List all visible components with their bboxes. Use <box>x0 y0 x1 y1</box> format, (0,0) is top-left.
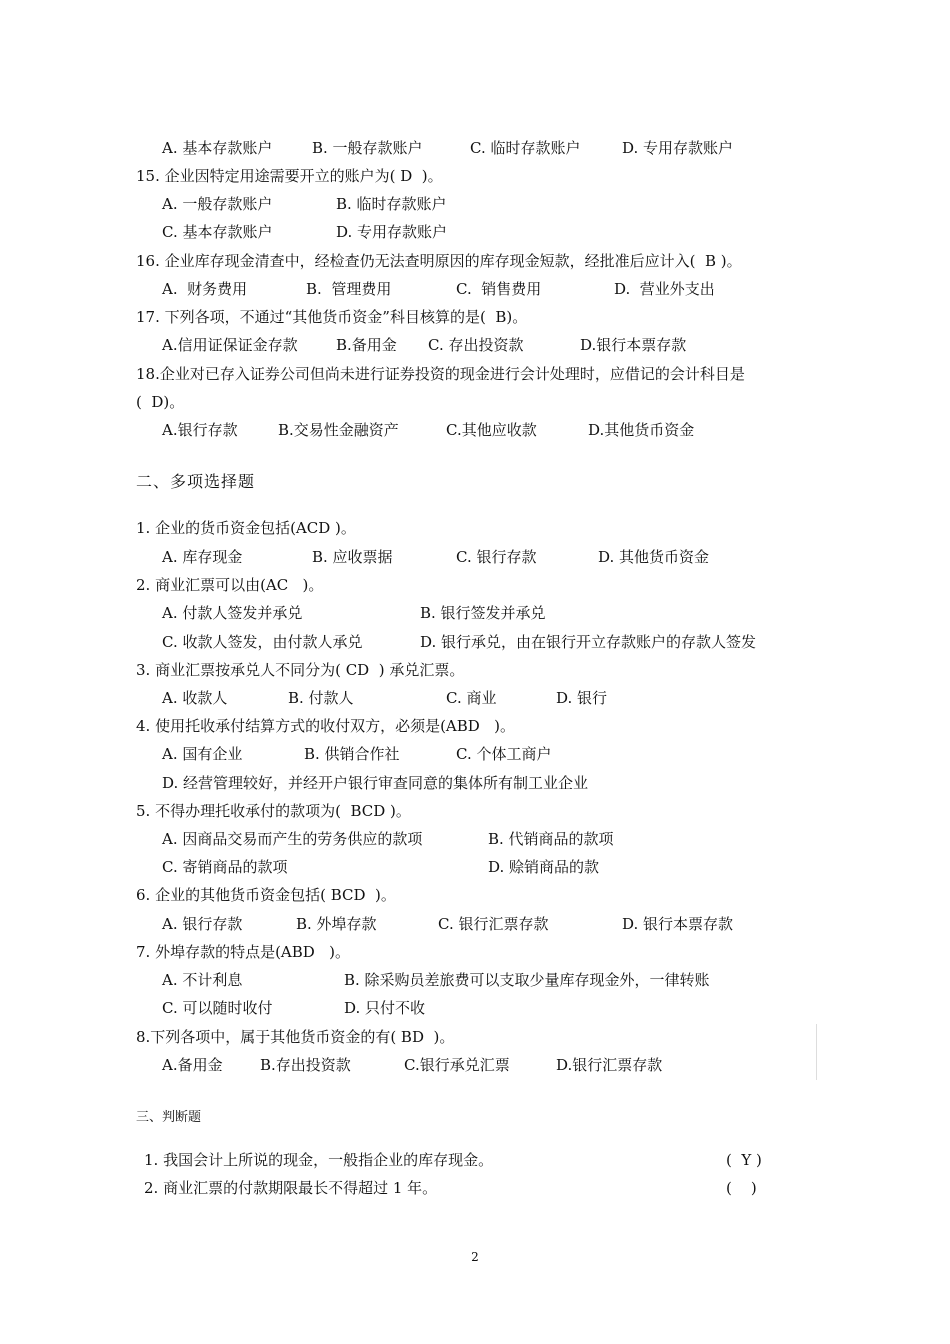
m1-option-b: B. 应收票据 <box>312 548 393 566</box>
m7-stem: 7. 外埠存款的特点是(ABD )。 <box>136 943 350 961</box>
q16-option-c: C. 销售费用 <box>456 280 542 298</box>
m6-stem: 6. 企业的其他货币资金包括( BCD )。 <box>136 886 396 904</box>
m7-option-d: D. 只付不收 <box>344 999 426 1017</box>
m3-stem: 3. 商业汇票按承兑人不同分为( CD ) 承兑汇票。 <box>136 661 465 679</box>
m2-option-d: D. 银行承兑，由在银行开立存款账户的存款人签发 <box>420 633 757 651</box>
q16-option-a: A. 财务费用 <box>162 280 248 298</box>
m4-option-b: B. 供销合作社 <box>304 745 400 763</box>
judgment-heading: 三、判断题 <box>136 1110 202 1125</box>
q17-option-c: C. 存出投资款 <box>428 336 524 354</box>
m2-option-c: C. 收款人签发，由付款人承兑 <box>162 633 363 651</box>
m8-option-d: D.银行汇票存款 <box>556 1056 663 1074</box>
j2-stem: 2. 商业汇票的付款期限最长不得超过 1 年。 <box>144 1179 438 1197</box>
m5-option-d: D. 赊销商品的款 <box>488 858 600 876</box>
m2-option-b: B. 银行签发并承兑 <box>420 604 546 622</box>
q15-stem: 15. 企业因特定用途需要开立的账户为( D )。 <box>136 167 443 185</box>
q18-stem-line2: ( D)。 <box>136 393 185 411</box>
q16-stem: 16. 企业库存现金清查中，经检查仍无法查明原因的库存现金短款，经批准后应计入( B )。 <box>136 252 742 270</box>
q15-option-d: D. 专用存款账户 <box>336 223 448 241</box>
m3-option-c: C. 商业 <box>446 689 497 707</box>
m6-option-c: C. 银行汇票存款 <box>438 915 549 933</box>
j1-answer: ( Y ) <box>726 1151 762 1169</box>
page-number: 2 <box>471 1250 479 1264</box>
q17-option-d: D.银行本票存款 <box>580 336 687 354</box>
m4-option-d: D. 经营管理较好，并经开户银行审查同意的集体所有制工业企业 <box>162 774 589 792</box>
m1-option-d: D. 其他货币资金 <box>598 548 710 566</box>
m6-option-d: D. 银行本票存款 <box>622 915 734 933</box>
m5-option-c: C. 寄销商品的款项 <box>162 858 288 876</box>
m1-option-a: A. 库存现金 <box>162 548 243 566</box>
q18-option-a: A.银行存款 <box>162 421 238 439</box>
m7-option-c: C. 可以随时收付 <box>162 999 273 1017</box>
m3-option-d: D. 银行 <box>556 689 608 707</box>
m2-stem: 2. 商业汇票可以由(AC )。 <box>136 576 324 594</box>
m4-stem: 4. 使用托收承付结算方式的收付双方，必须是(ABD )。 <box>136 717 515 735</box>
m8-option-b: B.存出投资款 <box>260 1056 351 1074</box>
q18-option-b: B.交易性金融资产 <box>278 421 399 439</box>
q14-option-c: C. 临时存款账户 <box>470 139 581 157</box>
m6-option-a: A. 银行存款 <box>162 915 243 933</box>
q18-option-c: C.其他应收款 <box>446 421 537 439</box>
m8-option-a: A.备用金 <box>162 1056 223 1074</box>
faint-vertical-line <box>816 1024 817 1080</box>
q17-option-b: B.备用金 <box>336 336 397 354</box>
q16-option-b: B. 管理费用 <box>306 280 392 298</box>
j1-stem: 1. 我国会计上所说的现金，一般指企业的库存现金。 <box>144 1151 494 1169</box>
m7-option-b: B. 除采购员差旅费可以支取少量库存现金外，一律转账 <box>344 971 710 989</box>
q15-option-c: C. 基本存款账户 <box>162 223 273 241</box>
m7-option-a: A. 不计利息 <box>162 971 243 989</box>
m4-option-a: A. 国有企业 <box>162 745 243 763</box>
m3-option-b: B. 付款人 <box>288 689 354 707</box>
q15-option-b: B. 临时存款账户 <box>336 195 447 213</box>
q15-option-a: A. 一般存款账户 <box>162 195 273 213</box>
m3-option-a: A. 收款人 <box>162 689 228 707</box>
q17-option-a: A.信用证保证金存款 <box>162 336 298 354</box>
q14-option-b: B. 一般存款账户 <box>312 139 423 157</box>
m5-option-b: B. 代销商品的款项 <box>488 830 614 848</box>
m5-stem: 5. 不得办理托收承付的款项为( BCD )。 <box>136 802 411 820</box>
q16-option-d: D. 营业外支出 <box>614 280 715 298</box>
q17-stem: 17. 下列各项，不通过“其他货币资金”科目核算的是( B)。 <box>136 308 528 326</box>
m1-stem: 1. 企业的货币资金包括(ACD )。 <box>136 519 356 537</box>
m5-option-a: A. 因商品交易而产生的劳务供应的款项 <box>162 830 423 848</box>
m4-option-c: C. 个体工商户 <box>456 745 552 763</box>
m6-option-b: B. 外埠存款 <box>296 915 377 933</box>
m2-option-a: A. 付款人签发并承兑 <box>162 604 303 622</box>
q14-option-d: D. 专用存款账户 <box>622 139 734 157</box>
m8-stem: 8.下列各项中，属于其他货币资金的有( BD )。 <box>136 1028 455 1046</box>
j2-answer: ( ) <box>726 1179 757 1197</box>
q14-option-a: A. 基本存款账户 <box>162 139 273 157</box>
q18-stem-line1: 18.企业对已存入证券公司但尚未进行证券投资的现金进行会计处理时，应借记的会计科目是 <box>136 365 745 383</box>
multi-choice-heading: 二、多项选择题 <box>136 472 256 491</box>
q18-option-d: D.其他货币资金 <box>588 421 695 439</box>
m8-option-c: C.银行承兑汇票 <box>404 1056 510 1074</box>
m1-option-c: C. 银行存款 <box>456 548 537 566</box>
